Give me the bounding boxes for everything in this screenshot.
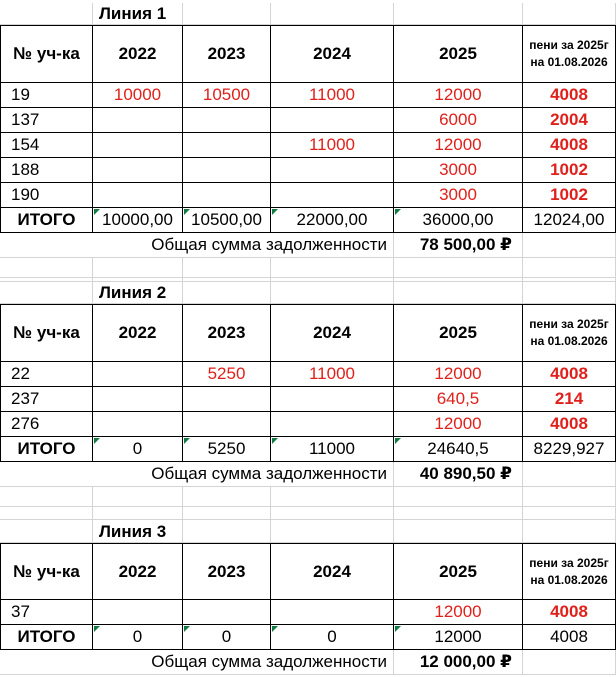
debt-cell-2023[interactable] — [183, 183, 271, 208]
penalty-cell[interactable]: 214 — [523, 387, 616, 412]
empty-cell[interactable] — [183, 507, 271, 520]
debt-cell-2025[interactable]: 12000 — [394, 362, 523, 387]
debt-cell-2022[interactable] — [93, 133, 183, 158]
debt-cell-2024[interactable] — [271, 387, 394, 412]
empty-cell[interactable] — [394, 487, 523, 507]
total-debt-value[interactable]: 40 890,50 ₽ — [394, 462, 523, 487]
debt-cell-2023[interactable]: 5250 — [183, 362, 271, 387]
header-row — [0, 543, 616, 600]
debt-cell-2022[interactable] — [93, 183, 183, 208]
debt-cell-2025[interactable]: 6000 — [394, 108, 523, 133]
debt-cell-2024[interactable]: 11000 — [271, 83, 394, 108]
debt-cell-2023[interactable] — [183, 158, 271, 183]
empty-cell[interactable] — [0, 3, 93, 25]
spacer-row — [0, 487, 616, 507]
table-row — [0, 387, 616, 412]
total-debt-label[interactable]: Общая сумма задолженности — [0, 650, 394, 675]
total-cell-y2023[interactable]: 0 — [183, 625, 271, 650]
header-plot[interactable]: № уч-ка — [0, 543, 93, 600]
debt-cell-2025[interactable]: 12000 — [394, 412, 523, 437]
total-debt-label[interactable]: Общая сумма задолженности — [0, 233, 394, 258]
total-cell-y2025[interactable]: 24640,5 — [394, 437, 523, 462]
plot-number-cell[interactable]: 276 — [0, 412, 93, 437]
debt-cell-2024[interactable]: 11000 — [271, 133, 394, 158]
plot-number-cell[interactable]: 237 — [0, 387, 93, 412]
total-cell-y2022[interactable]: 0 — [93, 437, 183, 462]
empty-cell[interactable] — [523, 462, 616, 487]
header-peni-line1: пени за 2025г — [529, 555, 609, 570]
totals-row — [0, 437, 616, 462]
empty-cell[interactable] — [523, 487, 616, 507]
total-cell-y2025[interactable]: 12000 — [394, 625, 523, 650]
total-debt-label[interactable]: Общая сумма задолженности — [0, 462, 394, 487]
header-y2022[interactable]: 2022 — [93, 543, 183, 600]
line-title[interactable]: Линия 3 — [99, 521, 167, 541]
header-peni[interactable] — [523, 25, 616, 83]
header-y2025[interactable]: 2025 — [394, 304, 523, 362]
total-cell-peni[interactable]: 12024,00 — [523, 208, 616, 233]
table-row — [0, 600, 616, 625]
header-peni[interactable] — [523, 543, 616, 600]
spacer-row — [0, 507, 616, 520]
line-title-row — [0, 282, 616, 304]
plot-number-cell[interactable]: 137 — [0, 108, 93, 133]
line-title-row — [0, 520, 616, 543]
total-cell-peni[interactable]: 8229,927 — [523, 437, 616, 462]
header-y2024[interactable]: 2024 — [271, 304, 394, 362]
header-y2025[interactable]: 2025 — [394, 25, 523, 83]
total-cell-y2025[interactable]: 36000,00 — [394, 208, 523, 233]
header-peni-line2: на 01.08.2026 — [530, 334, 608, 348]
table-row — [0, 83, 616, 108]
header-y2022[interactable]: 2022 — [93, 25, 183, 83]
debt-cell-2022[interactable] — [93, 412, 183, 437]
debt-cell-2025[interactable]: 12000 — [394, 600, 523, 625]
totals-row — [0, 625, 616, 650]
total-cell-y2022[interactable]: 10000,00 — [93, 208, 183, 233]
line-title[interactable]: Линия 1 — [99, 4, 167, 23]
total-debt-row — [0, 650, 616, 675]
total-cell-y2022[interactable]: 0 — [93, 625, 183, 650]
debt-cell-2022[interactable] — [93, 362, 183, 387]
empty-cell[interactable] — [523, 282, 616, 304]
header-plot[interactable]: № уч-ка — [0, 304, 93, 362]
total-label[interactable]: ИТОГО — [0, 625, 93, 650]
total-debt-row — [0, 462, 616, 487]
debt-cell-2023[interactable] — [183, 133, 271, 158]
debt-cell-2025[interactable]: 12000 — [394, 133, 523, 158]
header-y2023[interactable]: 2023 — [183, 304, 271, 362]
plot-number-cell[interactable]: 22 — [0, 362, 93, 387]
empty-cell[interactable] — [93, 258, 183, 278]
total-cell-y2024[interactable]: 0 — [271, 625, 394, 650]
debt-cell-2023[interactable] — [183, 387, 271, 412]
table-row — [0, 412, 616, 437]
penalty-cell[interactable]: 1002 — [523, 158, 616, 183]
empty-cell[interactable] — [523, 3, 616, 25]
debt-cell-2024[interactable] — [271, 412, 394, 437]
penalty-cell[interactable]: 1002 — [523, 183, 616, 208]
penalty-cell[interactable]: 4008 — [523, 133, 616, 158]
empty-cell[interactable] — [271, 487, 394, 507]
total-cell-y2023[interactable]: 5250 — [183, 437, 271, 462]
penalty-cell[interactable]: 4008 — [523, 83, 616, 108]
table-row — [0, 362, 616, 387]
empty-cell[interactable] — [523, 650, 616, 675]
header-row — [0, 25, 616, 83]
table-row — [0, 158, 616, 183]
empty-cell[interactable] — [394, 3, 523, 25]
empty-cell[interactable] — [0, 282, 93, 304]
empty-cell[interactable] — [183, 258, 271, 278]
total-cell-y2024[interactable]: 11000 — [271, 437, 394, 462]
empty-cell[interactable] — [394, 520, 523, 543]
plot-number-cell[interactable]: 190 — [0, 183, 93, 208]
total-cell-y2023[interactable]: 10500,00 — [183, 208, 271, 233]
line-title-row — [0, 3, 616, 25]
debt-cell-2022[interactable] — [93, 158, 183, 183]
table-row — [0, 133, 616, 158]
empty-cell[interactable] — [523, 233, 616, 258]
empty-cell[interactable] — [0, 507, 93, 520]
empty-cell[interactable] — [271, 507, 394, 520]
debt-cell-2024[interactable] — [271, 183, 394, 208]
empty-cell[interactable] — [394, 258, 523, 278]
header-peni-line1: пени за 2025г — [529, 317, 609, 331]
spacer-row — [0, 258, 616, 278]
header-y2024[interactable]: 2024 — [271, 543, 394, 600]
empty-cell[interactable] — [394, 282, 523, 304]
debt-cell-2022[interactable] — [93, 108, 183, 133]
header-y2024[interactable]: 2024 — [271, 25, 394, 83]
header-peni-line1: пени за 2025г — [529, 38, 609, 52]
plot-number-cell[interactable]: 37 — [0, 600, 93, 625]
empty-cell[interactable] — [0, 258, 93, 278]
debt-cell-2024[interactable] — [271, 600, 394, 625]
debt-cell-2022[interactable]: 10000 — [93, 83, 183, 108]
debt-cell-2025[interactable]: 12000 — [394, 83, 523, 108]
empty-cell[interactable] — [93, 487, 183, 507]
penalty-cell[interactable]: 4008 — [523, 412, 616, 437]
header-peni-line2: на 01.08.2026 — [530, 55, 608, 69]
total-cell-peni[interactable]: 4008 — [523, 625, 616, 650]
empty-cell[interactable] — [183, 487, 271, 507]
empty-cell[interactable] — [271, 258, 394, 278]
empty-cell[interactable] — [394, 507, 523, 520]
debt-cell-2024[interactable] — [271, 108, 394, 133]
empty-cell[interactable] — [0, 520, 93, 543]
total-label[interactable]: ИТОГО — [0, 437, 93, 462]
total-debt-value[interactable]: 12 000,00 ₽ — [394, 650, 523, 675]
line-title[interactable]: Линия 2 — [99, 283, 167, 302]
empty-cell[interactable] — [523, 258, 616, 278]
header-row — [0, 304, 616, 362]
table-row — [0, 183, 616, 208]
plot-number-cell[interactable]: 154 — [0, 133, 93, 158]
total-cell-y2024[interactable]: 22000,00 — [271, 208, 394, 233]
penalty-cell[interactable]: 4008 — [523, 600, 616, 625]
plot-number-cell[interactable]: 188 — [0, 158, 93, 183]
debt-cell-2023[interactable] — [183, 108, 271, 133]
empty-cell[interactable] — [93, 507, 183, 520]
header-peni[interactable] — [523, 304, 616, 362]
header-peni-line2: на 01.08.2026 — [530, 572, 608, 587]
empty-cell[interactable] — [0, 487, 93, 507]
debt-cell-2022[interactable] — [93, 600, 183, 625]
header-y2025[interactable]: 2025 — [394, 543, 523, 600]
debt-cell-2025[interactable]: 640,5 — [394, 387, 523, 412]
debt-cell-2022[interactable] — [93, 387, 183, 412]
empty-cell[interactable] — [523, 507, 616, 520]
debt-cell-2024[interactable]: 11000 — [271, 362, 394, 387]
plot-number-cell[interactable]: 19 — [0, 83, 93, 108]
debt-cell-2025[interactable]: 3000 — [394, 183, 523, 208]
total-debt-value[interactable]: 78 500,00 ₽ — [394, 233, 523, 258]
table-row — [0, 108, 616, 133]
header-y2022[interactable]: 2022 — [93, 304, 183, 362]
empty-cell[interactable] — [523, 520, 616, 543]
debt-cell-2023[interactable] — [183, 600, 271, 625]
header-plot[interactable]: № уч-ка — [0, 25, 93, 83]
debt-cell-2025[interactable]: 3000 — [394, 158, 523, 183]
header-y2023[interactable]: 2023 — [183, 25, 271, 83]
totals-row — [0, 208, 616, 233]
total-label[interactable]: ИТОГО — [0, 208, 93, 233]
debt-cell-2023[interactable] — [183, 412, 271, 437]
header-y2023[interactable]: 2023 — [183, 543, 271, 600]
total-debt-row — [0, 233, 616, 258]
penalty-cell[interactable]: 2004 — [523, 108, 616, 133]
debt-cell-2023[interactable]: 10500 — [183, 83, 271, 108]
debt-cell-2024[interactable] — [271, 158, 394, 183]
penalty-cell[interactable]: 4008 — [523, 362, 616, 387]
